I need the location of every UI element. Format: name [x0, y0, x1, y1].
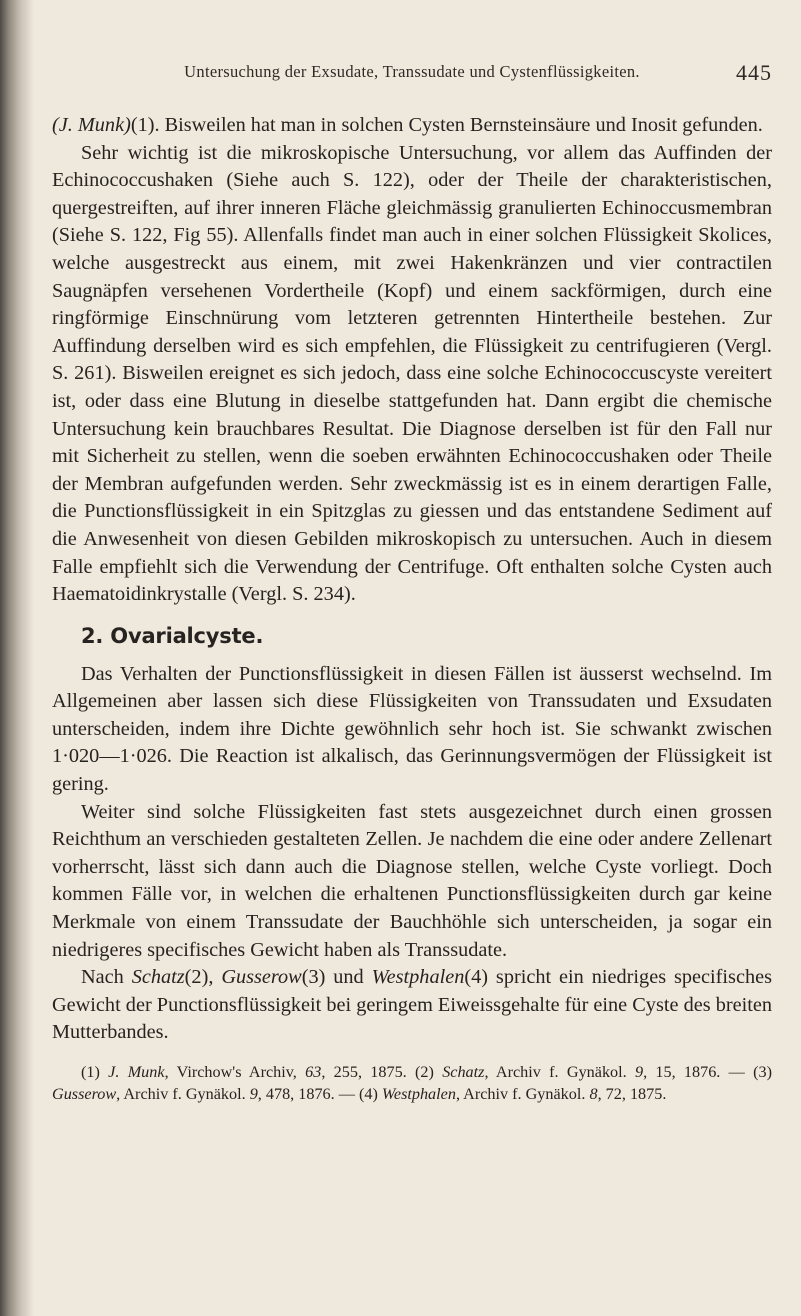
paragraph-punction-fluid: Das Verhalten der Punctionsflüssigkeit in diesen Fällen ist äusserst wechselnd. Im Allgemeinen aber lassen sich diese Flüssigkeiten von Transsudaten und Exsudaten unterscheiden, indem ihre Dichte gewöhnlich sehr hoch ist. Sie schwankt zwischen 1·020—1·026. Die Reaction ist alkalisch, das Gerinnungsvermögen der Flüssigkeit ist gering. [52, 662, 772, 796]
footnote-ref: (1). [130, 114, 160, 136]
footnotes [52, 1061, 772, 1105]
book-page [52, 62, 772, 1105]
paragraph-cells: Weiter sind solche Flüssigkeiten fast stets ausgezeichnet durch einen grossen Reichthum an verschieden gestalteten Zellen. Je nachdem die eine oder andere Zellenart vorherrscht, lässt sich dann auch die Diagnose stellen, welche Cyste vorliegt. Doch kommen Fälle vor, in welchen die erhaltenen Punctionsflüssigkeiten durch gar keine Merkmale von einem Transsudate der Bauchhöhle sich unterscheiden, ja sogar ein niedrigeres specifisches Gewicht haben als Transsudate. [52, 800, 772, 961]
page-number: 445 [736, 60, 772, 85]
paragraph-inosit [52, 112, 772, 140]
author-citation: (J. Munk) [52, 114, 131, 136]
running-title: Untersuchung der Exsudate, Transsudate und Cystenflüssigkeiten. [184, 62, 640, 81]
section-heading: 2. Ovarialcyste. [81, 623, 264, 648]
running-header [52, 62, 772, 90]
author-citation: Westphalen [371, 966, 465, 989]
paragraph-text: Bisweilen hat man in solchen Cysten Bernsteinsäure und Inosit gefunden. [159, 114, 763, 136]
author-citation: Schatz [131, 966, 185, 989]
footnote-text: (1) J. Munk, Virchow's Archiv, 63, 255, 1875. (2) Schatz, Archiv f. Gynäkol. 9, 15, 1876. — (3) Gusserow, Archiv f. Gynäkol. 9, 478, 1876. — (4) Westphalen, Archiv f. Gynäkol. 8, 72, 1875. [52, 1063, 773, 1103]
paragraph-microscopy: Sehr wichtig ist die mikroskopische Untersuchung, vor allem das Auffinden der Echinococcushaken (Siehe auch S. 122), oder der Theile der charakteristischen, quergestreiften, auf ihrer inneren Fläche gleichmässig granulierten Echinoccusmembran (Siehe S. 122, Fig 55). Allenfalls findet man auch in einer solchen Flüssigkeit Skolices, welche ausgestreckt aus einem, mit zwei Hakenkränzen und vier contractilen Saugnäpfen versehenen Vordertheile (Kopf) und einem sackförmigen, durch eine ringförmige Einschnürung vom letzteren getrennten Hintertheile bestehen. Zur Auffindung derselben wird es sich empfehlen, die Flüssigkeit zu centrifugieren (Vergl. S. 261). Bisweilen ereignet es sich jedoch, dass eine solche Echinococcuscyste vereitert ist, oder dass eine Blutung in dieselbe stattgefunden hat. Dann ergibt die chemische Untersuchung kein brauchbares Resultat. Die Diagnose derselben ist für den Fall nur mit Sicherheit zu stellen, wenn die soeben erwähnten Echinococcushaken oder Theile der Membran aufgefunden werden. Sehr zweckmässig ist es in einem derartigen Falle, die Punctionsflüssigkeit in ein Spitzglas zu giessen und das entstandene Sediment auf die Anwesenheit von diesen Gebilden mikroskopisch zu untersuchen. Auch in diesem Falle empfiehlt sich die Verwendung der Centrifuge. Oft enthalten solche Cysten auch Haematoidinkrystalle (Vergl. S. 234). [52, 141, 772, 606]
author-citation: Gusserow [221, 966, 302, 989]
book-binding-shadow [0, 0, 34, 1316]
paragraph-citations: Nach Schatz(2), Gusserow(3) und Westphalen(4) spricht ein niedriges specifisches Gewicht der Punctionsflüssigkeit bei geringem Eiweissgehalte für eine Cyste des breiten Mutterbandes. [52, 966, 772, 1044]
